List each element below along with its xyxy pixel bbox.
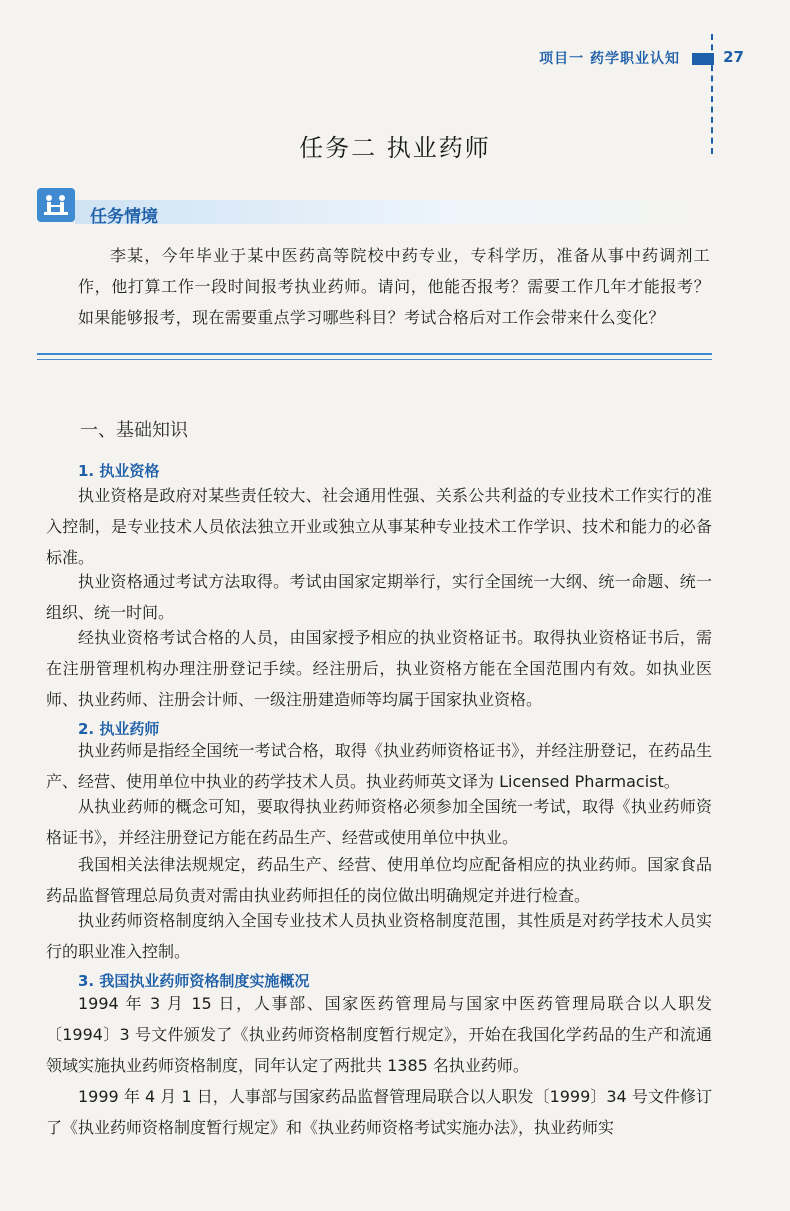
paragraph: 经执业资格考试合格的人员，由国家授予相应的执业资格证书。取得执业资格证书后，需在注册管理机构办理注册登记手续。经注册后，执业资格方能在全国范围内有效。如执业医师、执业药师、注册会计师、一级注册建造师等均属于国家执业资格。 <box>46 628 712 709</box>
paragraph: 执业药师是指经全国统一考试合格，取得《执业药师资格证书》，并经注册登记，在药品生产、经营、使用单位中执业的药学技术人员。执业药师英文译为 Licensed Pharmacist。 <box>46 741 712 791</box>
subheading-system-overview: 3. 我国执业药师资格制度实施概况 <box>78 972 310 990</box>
header-section-title: 项目一 药学职业认知 <box>539 51 680 67</box>
paragraph: 执业药师资格制度纳入全国专业技术人员执业资格制度范围，其性质是对药学技术人员实行的职业准入控制。 <box>46 911 712 961</box>
running-header <box>0 46 790 70</box>
paragraph: 执业资格通过考试方法取得。考试由国家定期举行，实行全国统一大纲、统一命题、统一组织、统一时间。 <box>46 572 712 622</box>
paragraph: 执业资格是政府对某些责任较大、社会通用性强、关系公共利益的专业技术工作实行的准入控制，是专业技术人员依法独立开业或独立从事某种专业技术工作学识、技术和能力的必备标准。 <box>46 486 712 567</box>
paragraph: 1994 年 3 月 15 日，人事部、国家医药管理局与国家中医药管理局联合以人职发〔1994〕3 号文件颁发了《执业药师资格制度暂行规定》，开始在我国化学药品的生产和流通领域实施执业药师资格制度，同年认定了两批共 1385 名执业药师。 <box>46 994 712 1075</box>
page-number: 27 <box>723 48 744 66</box>
situation-title-band <box>75 200 712 224</box>
situation-divider <box>37 353 712 360</box>
paragraph: 1999 年 4 月 1 日，人事部与国家药品监督管理局联合以人职发〔1999〕34 号文件修订了《执业药师资格制度暂行规定》和《执业药师资格考试实施办法》，执业药师实 <box>46 1087 712 1137</box>
situation-title: 任务情境 <box>90 207 158 227</box>
task-title: 任务二 执业药师 <box>299 134 491 162</box>
situation-text: 李某，今年毕业于某中医药高等院校中药专业，专科学历，准备从事中药调剂工作，他打算工作一段时间报考执业药师。请问，他能否报考？需要工作几年才能报考？如果能够报考，现在需要重点学习哪些科目？考试合格后对工作会带来什么变化？ <box>78 246 710 327</box>
situation-icon <box>37 188 75 222</box>
section-heading-basic-knowledge: 一、基础知识 <box>80 420 188 441</box>
subheading-licensed-pharmacist: 2. 执业药师 <box>78 720 160 738</box>
paragraph: 我国相关法律法规规定，药品生产、经营、使用单位均应配备相应的执业药师。国家食品药品监督管理总局负责对需由执业药师担任的岗位做出明确规定并进行检查。 <box>46 855 712 905</box>
paragraph: 从执业药师的概念可知，要取得执业药师资格必须参加全国统一考试，取得《执业药师资格证书》，并经注册登记方能在药品生产、经营或使用单位中执业。 <box>46 797 712 847</box>
subheading-practice-qualification: 1. 执业资格 <box>78 462 160 480</box>
